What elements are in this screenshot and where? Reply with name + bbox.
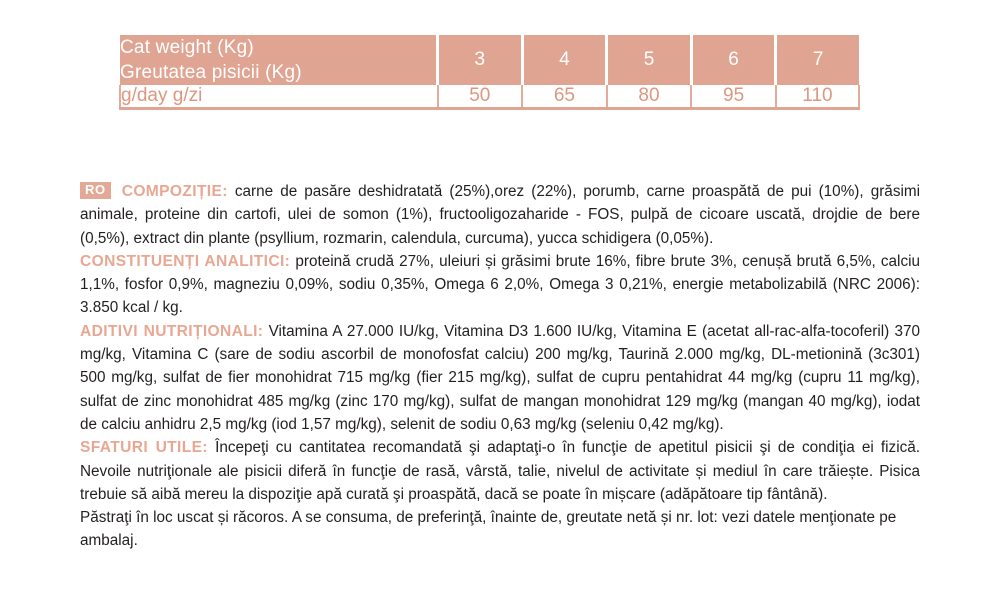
table-row-label: g/day g/zi <box>120 85 438 109</box>
table-cell-gday-6: 95 <box>691 85 776 109</box>
composition-paragraph <box>80 180 920 250</box>
storage-paragraph <box>80 506 920 553</box>
useful-tips-heading: SFATURI UTILE: <box>80 439 208 457</box>
feeding-guide-table <box>119 35 860 110</box>
composition-text: carne de pasăre deshidratată (25%),orez (22%), porumb, carne proaspătă de pui (10%), grăsimi animale, proteine din cartofi, ulei de somon (1%), fructooligozaharide - FOS, pulpă de cicoare uscată, drojdie de bere (0,5%), extract din plante (psyllium, rozmarin, calendula, curcuma), yucca schidigera (0,05%). <box>80 183 921 247</box>
storage-text: Păstraţi în loc uscat și răcoros. A se consuma, de preferinţă, înainte de, greutate netă și nr. lot: vezi datele menţionate pe ambalaj. <box>80 509 897 550</box>
composition-heading: COMPOZIȚIE: <box>121 183 228 200</box>
table-cell-gday-5: 80 <box>607 85 692 109</box>
language-badge-ro: RO <box>80 182 111 199</box>
table-cell-gday-3: 50 <box>438 85 523 109</box>
feeding-table <box>119 35 860 110</box>
table-header-weight-3: 3 <box>438 35 523 85</box>
analytical-constituents-heading: CONSTITUENȚI ANALITICI: <box>80 252 291 270</box>
analytical-constituents-paragraph <box>80 250 920 320</box>
useful-tips-paragraph <box>80 436 920 506</box>
table-header-weight-5: 5 <box>607 35 692 85</box>
label-text-content <box>80 180 920 553</box>
table-header-row <box>120 35 859 85</box>
table-row <box>120 85 859 109</box>
header-label-ro: Greutatea pisicii (Kg) <box>120 62 302 83</box>
table-header-label-cell <box>120 35 438 85</box>
useful-tips-text: Începeţi cu cantitatea recomandată şi adaptaţi-o în funcţie de apetitul pisicii şi de condiţia ei fizică. Nevoile nutriţionale ale pisicii diferă în funcţie de rasă, vârstă, talie, nivelul de activitate și mediul în care trăiește. Pisica trebuie să aibă mereu la dispoziţie apă curată şi proaspătă, dacă se poate în mișcare (adăpătoare tip fântână). <box>80 439 921 503</box>
nutritional-additives-paragraph <box>80 320 920 436</box>
nutritional-additives-text: Vitamina A 27.000 IU/kg, Vitamina D3 1.600 IU/kg, Vitamina E (acetat all-rac-alfa-tocoferil) 370 mg/kg, Vitamina C (sare de sodiu ascorbil de monofosfat calciu) 200 mg/kg, Taurină 2.000 mg/kg, DL-metionină (3c301) 500 mg/kg, sulfat de fier monohidrat 715 mg/kg (fier 215 mg/kg), sulfat de cupru pentahidrat 44 mg/kg (cupru 11 mg/kg), sulfat de zinc monohidrat 485 mg/kg (zinc 170 mg/kg), sulfat de mangan monohidrat 129 mg/kg (mangan 40 mg/kg), iodat de calciu anhidru 2,5 mg/kg (iod 1,57 mg/kg), selenit de sodiu 0,63 mg/kg (seleniu 0,42 mg/kg). <box>80 322 920 433</box>
nutritional-additives-heading: ADITIVI NUTRIȚIONALI: <box>80 322 264 340</box>
table-cell-gday-4: 65 <box>522 85 607 109</box>
header-label-en: Cat weight (Kg) <box>120 37 254 58</box>
table-header-weight-6: 6 <box>691 35 776 85</box>
table-header-weight-7: 7 <box>776 35 859 85</box>
table-cell-gday-7: 110 <box>776 85 859 109</box>
table-header-weight-4: 4 <box>522 35 607 85</box>
analytical-constituents-text: proteină crudă 27%, uleiuri și grăsimi brute 16%, fibre brute 3%, cenușă brută 6,5%, calciu 1,1%, fosfor 0,9%, magneziu 0,09%, sodiu 0,35%, Omega 6 2,0%, Omega 3 0,21%, energie metabolizabilă (NRC 2006): 3.850 kcal / kg. <box>80 252 920 317</box>
